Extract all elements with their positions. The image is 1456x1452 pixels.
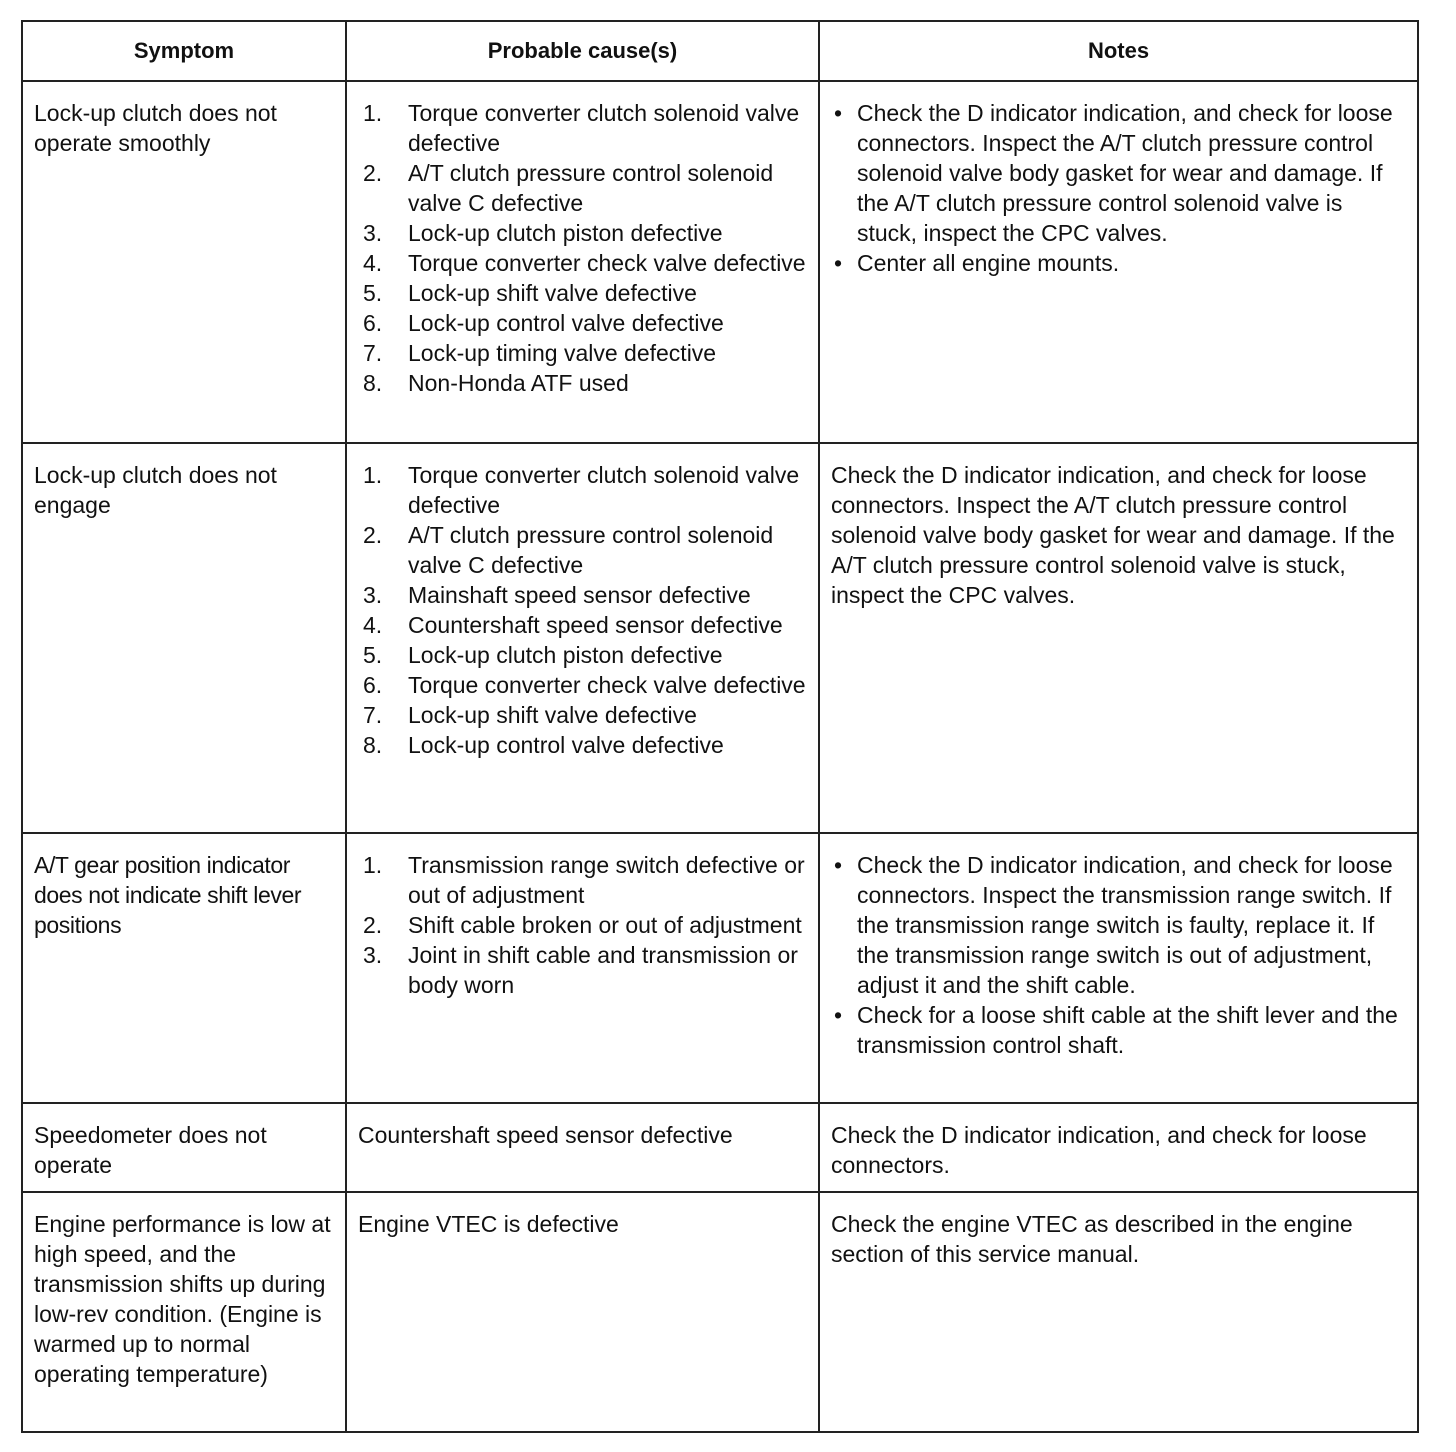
causes-cell [346,833,819,1103]
symptom-cell: A/T gear position indicator does not indicate shift lever positions [22,833,346,1103]
causes-cell: Countershaft speed sensor defective [346,1103,819,1192]
notes-column-header: Notes [819,21,1418,81]
cause-item: 8. Lock-up control valve defective [363,732,724,758]
table-row [22,1192,1418,1432]
notes-list [831,850,1407,1060]
cause-item: 7. Lock-up timing valve defective [363,340,717,366]
note-item: • Check the D indicator indication, and check for loose connectors. Inspect the A/T clutch pressure control solenoid valve body gasket for wear and damage. If the A/T clutch pressure control solenoid valve is stuck, inspect the CPC valves. [834,100,1393,246]
cause-item: 7. Lock-up shift valve defective [363,702,697,728]
symptom-cell: Engine performance is low at high speed, and the transmission shifts up during low-rev condition. (Engine is warmed up to normal operating temperature) [22,1192,346,1432]
notes-cell: Check the D indicator indication, and check for loose connectors. Inspect the A/T clutch pressure control solenoid valve body gasket for wear and damage. If the A/T clutch pressure control solenoid valve is stuck, inspect the CPC valves. [819,443,1418,833]
symptom-cell: Lock-up clutch does not engage [22,443,346,833]
symptom-cell: Lock-up clutch does not operate smoothly [22,81,346,443]
cause-item: 8. Non-Honda ATF used [363,370,629,396]
causes-cell [346,443,819,833]
cause-item: 2. A/T clutch pressure control solenoid valve C defective [363,160,774,216]
causes-list [358,850,808,1000]
troubleshooting-table [21,20,1419,1433]
cause-item: 5. Lock-up shift valve defective [363,280,697,306]
table-row [22,443,1418,833]
causes-cell: Engine VTEC is defective [346,1192,819,1432]
cause-item: 4. Countershaft speed sensor defective [363,612,783,638]
table-row [22,1103,1418,1192]
symptom-cell: Speedometer does not operate [22,1103,346,1192]
cause-item: 4. Torque converter check valve defective [363,250,806,276]
cause-item: 1. Transmission range switch defective or out of adjustment [363,852,805,908]
cause-item: 6. Lock-up control valve defective [363,310,724,336]
symptom-column-header: Symptom [22,21,346,81]
cause-item: 2. A/T clutch pressure control solenoid valve C defective [363,522,774,578]
note-item: • Check for a loose shift cable at the shift lever and the transmission control shaft. [834,1002,1398,1058]
notes-cell: Check the D indicator indication, and check for loose connectors. [819,1103,1418,1192]
table-row [22,833,1418,1103]
cause-item: 3. Joint in shift cable and transmission or body worn [363,942,798,998]
cause-item: 1. Torque converter clutch solenoid valve defective [363,100,800,156]
cause-item: 3. Lock-up clutch piston defective [363,220,723,246]
table-row [22,81,1418,443]
notes-cell [819,81,1418,443]
notes-list [831,98,1407,278]
cause-item: 2. Shift cable broken or out of adjustment [363,912,802,938]
cause-item: 5. Lock-up clutch piston defective [363,642,723,668]
causes-list [358,460,808,760]
notes-cell [819,833,1418,1103]
cause-item: 6. Torque converter check valve defective [363,672,806,698]
causes-list [358,98,808,398]
cause-item: 3. Mainshaft speed sensor defective [363,582,751,608]
note-item: • Check the D indicator indication, and check for loose connectors. Inspect the transmission range switch. If the transmission range switch is faulty, replace it. If the transmission range switch is out of adjustment, adjust it and the shift cable. [834,852,1393,998]
cause-item: 1. Torque converter clutch solenoid valve defective [363,462,800,518]
note-item: • Center all engine mounts. [834,250,1120,276]
notes-cell: Check the engine VTEC as described in the engine section of this service manual. [819,1192,1418,1432]
causes-column-header: Probable cause(s) [346,21,819,81]
causes-cell [346,81,819,443]
table-header-row [22,21,1418,81]
